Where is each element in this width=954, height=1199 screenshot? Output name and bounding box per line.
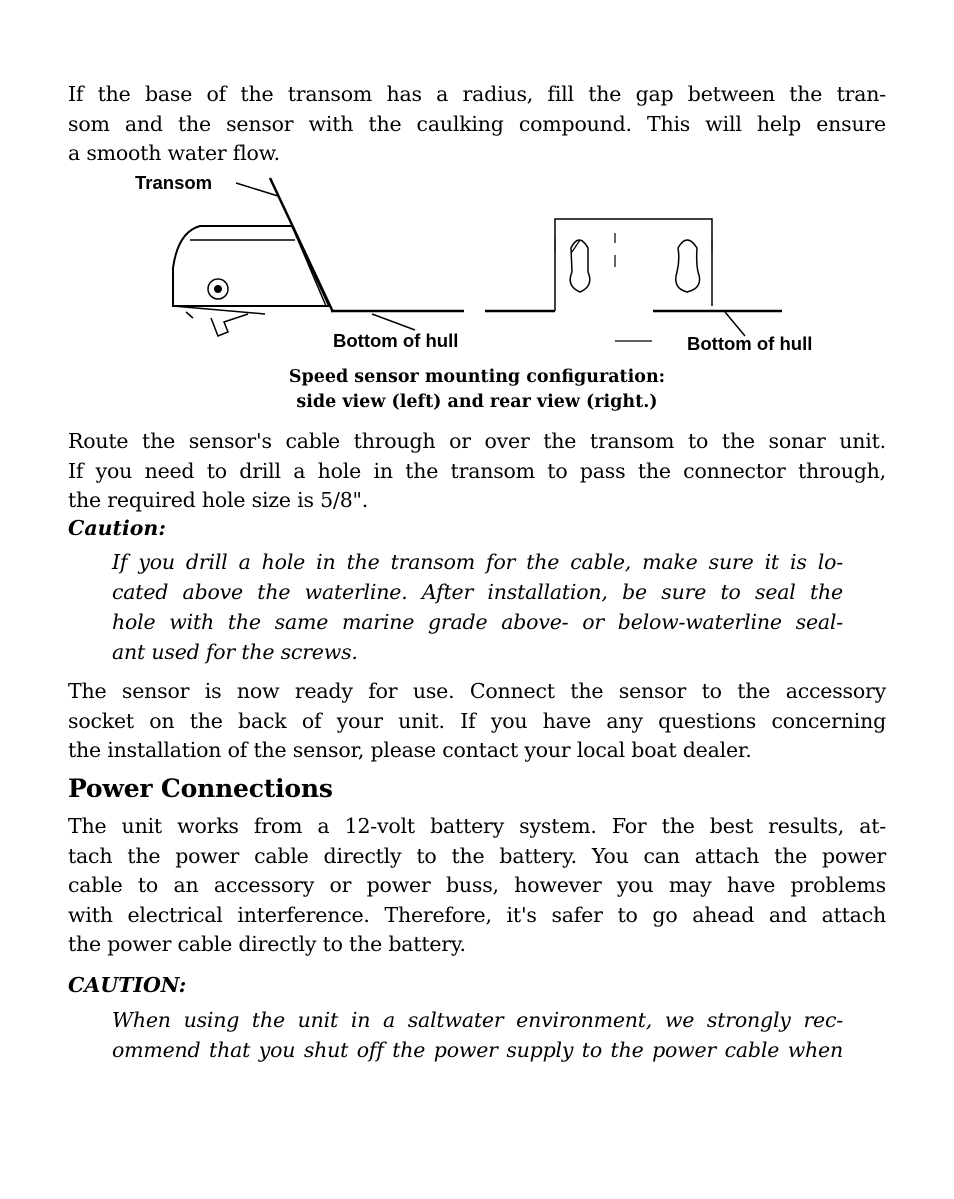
caution-text xyxy=(112,547,843,667)
intro-line-1: If the base of the transom has a radius, fill the gap between the tran- xyxy=(68,82,886,106)
caution2-line-1: When using the unit in a saltwater environment, we strongly rec- xyxy=(112,1008,843,1032)
section-heading-power-connections: Power Connections xyxy=(68,774,333,803)
power-line-1: The unit works from a 12-volt battery system. For the best results, at- xyxy=(68,814,886,838)
route-paragraph xyxy=(68,427,886,516)
rear-view-drawing xyxy=(485,219,782,341)
power-line-2: tach the power cable directly to the battery. You can attach the power xyxy=(68,843,886,868)
power-paragraph xyxy=(68,812,886,960)
figure-caption-line-1: Speed sensor mounting configuration: xyxy=(288,367,666,387)
ready-paragraph xyxy=(68,677,886,766)
caution-line-3: hole with the same marine grade above- or below-waterline seal- xyxy=(112,610,843,634)
ready-line-1: The sensor is now ready for use. Connect the sensor to the accessory xyxy=(68,679,886,703)
route-line-2: If you need to drill a hole in the transom to pass the connector through, xyxy=(68,458,886,483)
caution-line-4: ant used for the screws. xyxy=(112,640,358,664)
power-line-4: with electrical interference. Therefore, it's safer to go ahead and attach xyxy=(68,902,886,927)
caution-label-upper: CAUTION: xyxy=(68,973,187,997)
route-line-3: the required hole size is 5/8". xyxy=(68,488,369,512)
route-line-1: Route the sensor's cable through or over the transom to the sonar unit. xyxy=(68,429,886,453)
power-line-5: the power cable directly to the battery. xyxy=(68,932,466,956)
transom-label: Transom xyxy=(135,172,213,193)
bottom-of-hull-label-right: Bottom of hull xyxy=(687,333,813,354)
intro-line-3: a smooth water flow. xyxy=(68,141,280,165)
side-view-drawing xyxy=(173,178,464,336)
figure-caption-line-2: side view (left) and rear view (right.) xyxy=(296,392,658,412)
caution2-line-2: ommend that you shut off the power supply to the power cable when xyxy=(112,1038,843,1062)
caution-text-saltwater xyxy=(112,1005,843,1065)
bottom-of-hull-label-left: Bottom of hull xyxy=(333,330,459,351)
caution-line-1: If you drill a hole in the transom for the cable, make sure it is lo- xyxy=(112,550,843,574)
intro-line-2: som and the sensor with the caulking compound. This will help ensure xyxy=(68,111,886,136)
ready-line-3: the installation of the sensor, please contact your local boat dealer. xyxy=(68,738,752,762)
ready-line-2: socket on the back of your unit. If you have any questions concerning xyxy=(68,708,886,733)
power-line-3: cable to an accessory or power buss, however you may have problems xyxy=(68,873,886,897)
figure-caption xyxy=(160,365,794,415)
caution-label: Caution: xyxy=(68,516,166,540)
caution-line-2: cated above the waterline. After installation, be sure to seal the xyxy=(112,580,843,604)
